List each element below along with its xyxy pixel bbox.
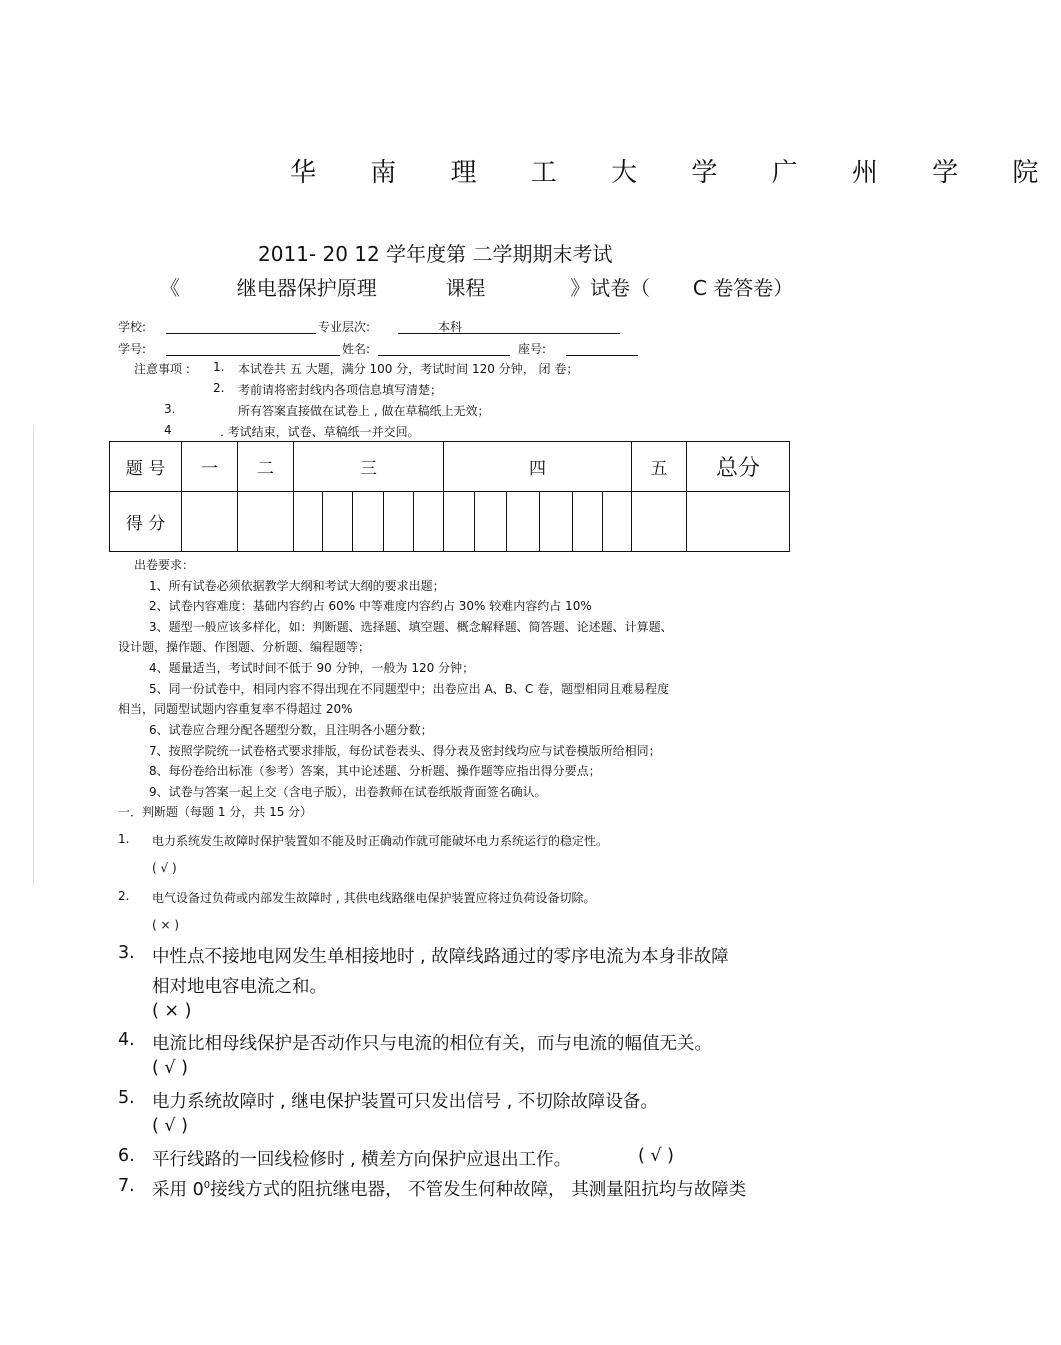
score-cell[interactable] xyxy=(540,492,573,552)
section-1-title: 一．判断题（每题 1 分，共 15 分） xyxy=(118,805,313,819)
note-2-text: 考前请将密封线内各项信息填写清楚； xyxy=(238,383,443,397)
question-2-num: 2. xyxy=(118,889,130,903)
student-id-label: 学号: xyxy=(118,342,147,356)
requirement-item: 8、每份卷给出标准（参考）答案，其中论述题、分析题、操作题等应指出得分要点； xyxy=(149,764,601,778)
course-name: 继电器保护原理 xyxy=(236,276,377,300)
paper-close: 》试卷（ xyxy=(570,276,651,300)
score-cell[interactable] xyxy=(474,492,507,552)
note-4-text: . 考试结束，试卷、草稿纸一并交回。 xyxy=(220,425,420,439)
score-cell[interactable] xyxy=(383,492,413,552)
name-label: 姓名: xyxy=(342,342,371,356)
note-1-num: 1. xyxy=(213,360,225,374)
name-field[interactable] xyxy=(378,355,510,356)
question-1-text: 电力系统发生故障时保护装置如不能及时正确动作就可能破坏电力系统运行的稳定性。 xyxy=(152,834,609,848)
level-value: 本科 xyxy=(438,320,463,334)
score-cell[interactable] xyxy=(323,492,353,552)
score-table xyxy=(109,441,790,552)
student-id-field[interactable] xyxy=(166,355,340,356)
header-q5: 五 xyxy=(632,442,687,492)
paper-title-line xyxy=(160,272,793,301)
question-3-text-cont: 相对地电容电流之和。 xyxy=(152,977,327,997)
exam-title: 2011- 20 12 学年度第 二学期期末考试 xyxy=(258,242,613,266)
question-5-num: 5. xyxy=(118,1088,135,1108)
level-field[interactable] xyxy=(398,333,620,334)
requirements-title: 出卷要求： xyxy=(134,558,195,572)
question-6-answer: ( √ ) xyxy=(638,1146,674,1166)
paper-version: C 卷答卷） xyxy=(692,276,794,300)
question-4-answer: ( √ ) xyxy=(152,1058,188,1078)
seat-field[interactable] xyxy=(566,355,638,356)
row-label-score: 得 分 xyxy=(110,492,182,552)
question-2-text: 电气设备过负荷或内部发生故障时 , 其供电线路继电保护装置应将过负荷设备切除。 xyxy=(152,891,596,905)
requirement-item: 设计题，操作题、作图题、分析题、编程题等； xyxy=(118,640,371,654)
requirement-item: 5、同一份试卷中，相同内容不得出现在不同题型中；出卷应出 A、B、C 卷，题型相同且难易程度 xyxy=(149,682,670,696)
question-7-text xyxy=(152,1176,746,1201)
question-5-text: 电力系统故障时 , 继电保护装置可只发出信号 , 不切除故障设备。 xyxy=(152,1092,658,1112)
header-total: 总分 xyxy=(687,442,790,492)
score-cell[interactable] xyxy=(444,492,475,552)
score-cell[interactable] xyxy=(353,492,383,552)
score-cell[interactable] xyxy=(507,492,540,552)
question-2-answer: ( × ) xyxy=(152,918,180,932)
note-3-text: 所有答案直接做在试卷上 , 做在草稿纸上无效； xyxy=(238,404,490,418)
header-q1: 一 xyxy=(182,442,238,492)
score-cell[interactable] xyxy=(603,492,632,552)
note-4-num: 4 xyxy=(164,423,172,437)
notes-label: 注意事项 : xyxy=(134,362,190,376)
requirement-item: 6、试卷应合理分配各题型分数，且注明各小题分数； xyxy=(149,723,433,737)
question-6-text: 平行线路的一回线检修时 , 横差方向保护应退出工作。 xyxy=(152,1150,572,1170)
score-cell[interactable] xyxy=(294,492,323,552)
question-7-superscript: 0 xyxy=(203,1180,211,1192)
requirement-item: 1、所有试卷必须依据教学大纲和考试大纲的要求出题； xyxy=(149,579,445,593)
question-3-answer: ( × ) xyxy=(152,1001,192,1021)
question-4-text: 电流比相母线保护是否动作只与电流的相位有关，而与电流的幅值无关。 xyxy=(152,1034,712,1054)
question-3-num: 3. xyxy=(118,943,135,963)
requirement-item: 2、试卷内容难度：基础内容约占 60% 中等难度内容约占 30% 较难内容约占 10% xyxy=(149,599,592,613)
requirement-item: 相当，同题型试题内容重复率不得超过 20% xyxy=(118,702,353,716)
note-1-text: 本试卷共 五 大题，满分 100 分，考试时间 120 分钟， 闭 卷； xyxy=(238,362,579,376)
score-cell[interactable] xyxy=(632,492,687,552)
question-7-text-a: 采用 0 xyxy=(152,1180,204,1200)
header-q3: 三 xyxy=(294,442,444,492)
score-cell[interactable] xyxy=(413,492,443,552)
school-field[interactable] xyxy=(166,333,316,334)
score-cell[interactable] xyxy=(572,492,603,552)
requirement-item: 4、题量适当，考试时间不低于 90 分钟，一般为 120 分钟； xyxy=(149,661,475,675)
open-bracket: 《 xyxy=(160,276,180,300)
question-7-text-b: 接线方式的阻抗继电器， 不管发生何种故障， 其测量阻抗均与故障类 xyxy=(210,1180,747,1200)
binding-margin-line xyxy=(33,425,34,885)
requirement-item: 9、试卷与答案一起上交（含电子版），出卷教师在试卷纸版背面签名确认。 xyxy=(149,785,547,799)
seat-label: 座号: xyxy=(518,342,547,356)
question-5-answer: ( √ ) xyxy=(152,1116,188,1136)
requirement-item: 7、按照学院统一试卷格式要求排版，每份试卷表头、得分表及密封线均应与试卷模版所给相同； xyxy=(149,744,661,758)
header-q4: 四 xyxy=(444,442,632,492)
note-3-num: 3. xyxy=(164,402,176,416)
question-1-num: 1. xyxy=(118,832,130,846)
header-q2: 二 xyxy=(238,442,294,492)
requirement-item: 3、题型一般应该多样化，如：判断题、选择题、填空题、概念解释题、简答题、论述题、计算题、 xyxy=(149,620,673,634)
school-label: 学校: xyxy=(118,320,147,334)
question-4-num: 4. xyxy=(118,1030,135,1050)
note-2-num: 2. xyxy=(213,381,225,395)
score-cell[interactable] xyxy=(182,492,238,552)
score-cell[interactable] xyxy=(687,492,790,552)
course-word: 课程 xyxy=(445,276,486,300)
question-6-num: 6. xyxy=(118,1146,135,1166)
row-label-question-no: 题 号 xyxy=(110,442,182,492)
question-1-answer: ( √ ) xyxy=(152,861,177,875)
score-cell[interactable] xyxy=(238,492,294,552)
question-3-text: 中性点不接地电网发生单相接地时 , 故障线路通过的零序电流为本身非故障 xyxy=(152,947,729,967)
university-name: 华 南 理 工 大 学 广 州 学 院 xyxy=(290,158,1061,188)
level-label: 专业层次: xyxy=(318,320,371,334)
question-7-num: 7. xyxy=(118,1176,135,1196)
